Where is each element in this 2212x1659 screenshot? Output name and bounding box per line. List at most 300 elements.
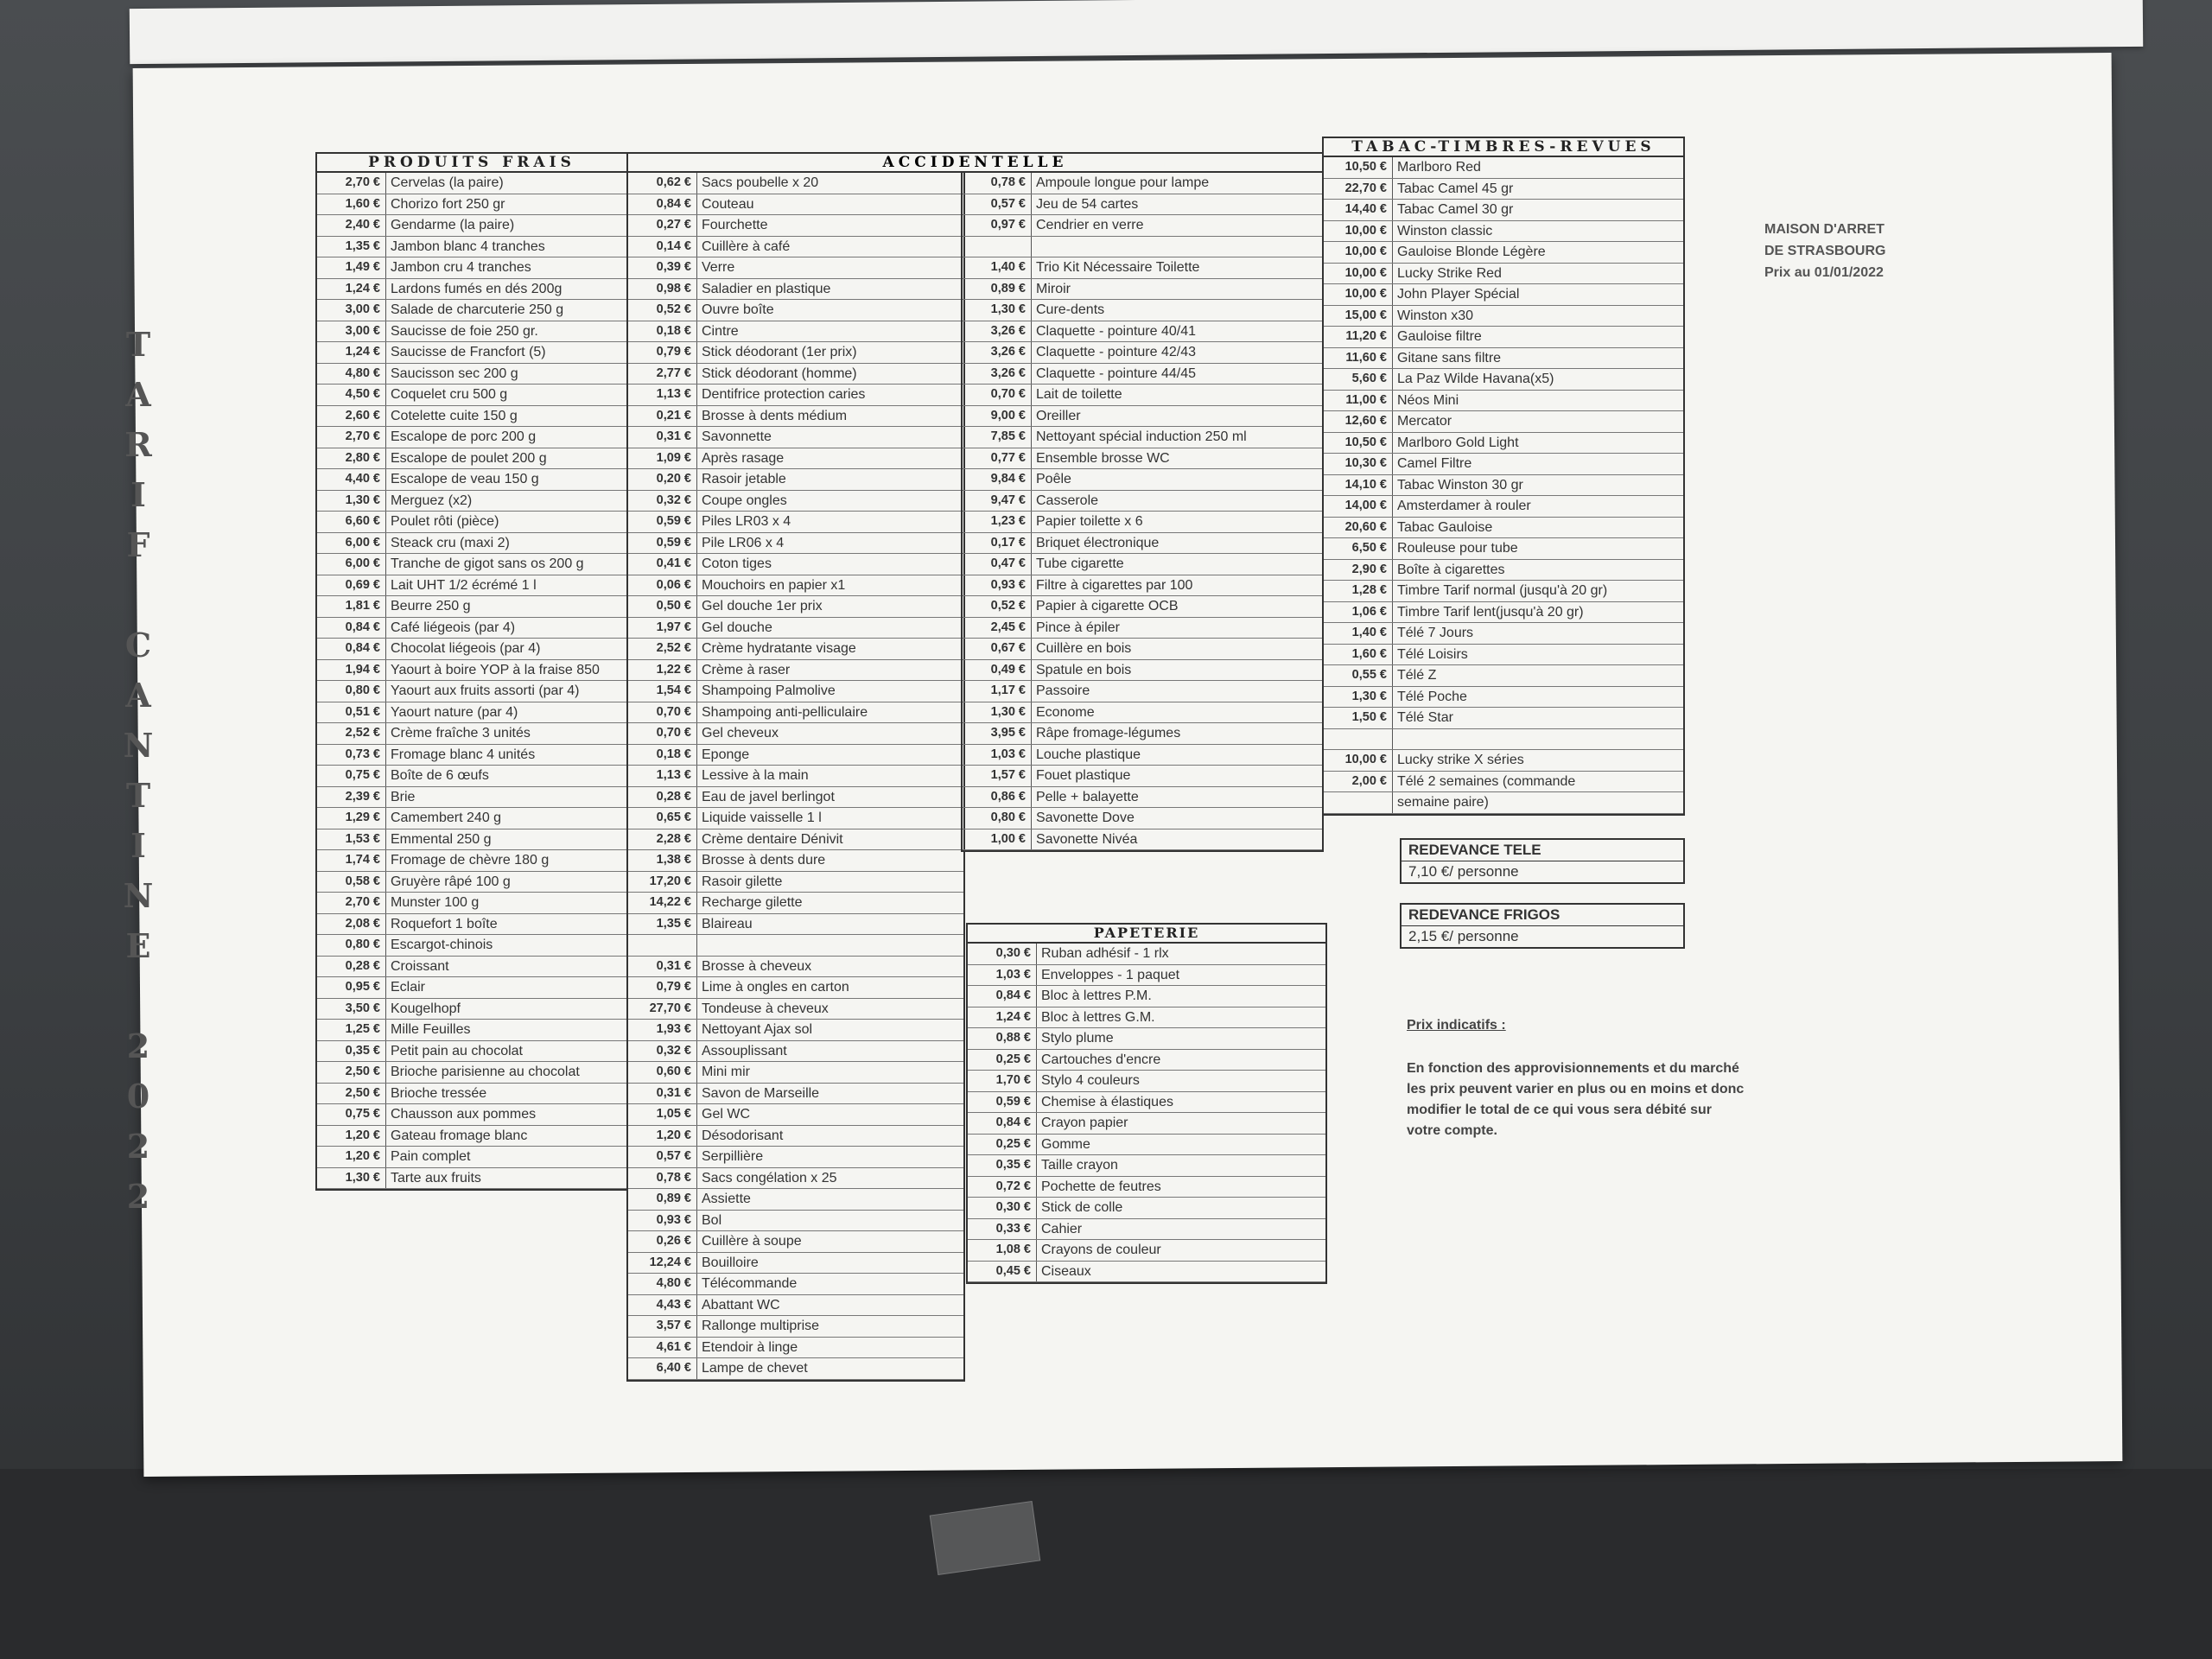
item-price: 0,59 €: [628, 533, 697, 554]
item-name: Gel WC: [702, 1107, 750, 1122]
table-row: [963, 173, 1322, 194]
item-price: 0,70 €: [628, 723, 697, 744]
table-row: [963, 575, 1322, 597]
notice-line: modifier le total de ce qui vous sera débité sur: [1407, 1103, 1712, 1117]
item-name: Nettoyant spécial induction 250 ml: [1036, 429, 1247, 444]
item-name: Dentifrice protection caries: [702, 387, 866, 402]
item-name: Lucky strike X séries: [1397, 753, 1524, 767]
item-price: 1,22 €: [628, 660, 697, 681]
item-name: Abattant WC: [702, 1297, 780, 1313]
item-name: Papier à cigarette OCB: [1036, 599, 1179, 613]
item-name: Chemise à élastiques: [1041, 1094, 1173, 1109]
item-price: 1,54 €: [628, 681, 697, 702]
table-row: [628, 342, 963, 364]
item-name: Télécommande: [702, 1276, 798, 1291]
table-row: [968, 986, 1325, 1007]
item-name: Claquette - pointure 42/43: [1036, 345, 1197, 359]
item-name: Fromage de chèvre 180 g: [391, 853, 550, 868]
item-name: Lime à ongles en carton: [702, 980, 849, 995]
item-name: Gel douche 1er prix: [702, 599, 823, 613]
item-name: Télé Z: [1397, 668, 1437, 683]
item-price: 2,70 €: [317, 427, 386, 448]
table-row: [1324, 327, 1683, 348]
table-row: [317, 300, 626, 321]
title-letter: 0: [126, 1077, 150, 1116]
item-price: 14,22 €: [628, 893, 697, 913]
item-price: 0,32 €: [628, 491, 697, 512]
item-name: Pain complet: [391, 1149, 471, 1164]
item-name: Escalope de porc 200 g: [391, 429, 537, 444]
item-name: Steack cru (maxi 2): [391, 535, 510, 550]
item-name: Fouet plastique: [1036, 768, 1131, 783]
item-price: 9,00 €: [963, 406, 1032, 427]
item-price: 1,06 €: [1324, 602, 1393, 623]
notice-heading: Prix indicatifs :: [1407, 1018, 1506, 1033]
redevance-tele-box: [1400, 838, 1685, 884]
item-name: Tabac Camel 30 gr: [1397, 202, 1514, 217]
item-price: 0,98 €: [628, 279, 697, 300]
table-row: [1324, 264, 1683, 285]
item-name: Mille Feuilles: [391, 1022, 471, 1037]
item-name: Stick de colle: [1041, 1200, 1123, 1215]
item-name: Gauloise filtre: [1397, 329, 1482, 344]
table-row: [317, 893, 626, 914]
item-price: 7,85 €: [963, 427, 1032, 448]
table-row: [1324, 623, 1683, 645]
table-row: [1324, 687, 1683, 709]
price-notice: [1407, 1015, 1744, 1141]
table-row: [963, 702, 1322, 724]
table-row: [628, 1084, 963, 1105]
item-name: Lardons fumés en dés 200g: [391, 281, 563, 296]
item-price: 1,28 €: [1324, 581, 1393, 601]
table-row: [317, 745, 626, 766]
table-row: [628, 681, 963, 702]
item-name: Bloc à lettres G.M.: [1041, 1009, 1155, 1025]
table-row: [963, 745, 1322, 766]
title-letter: 2: [126, 1027, 150, 1065]
item-name: Télé Star: [1397, 710, 1453, 725]
item-name: Gateau fromage blanc: [391, 1128, 528, 1143]
item-price: 0,88 €: [968, 1028, 1037, 1049]
table-row: [968, 1028, 1325, 1050]
title-letter: N: [123, 726, 154, 765]
item-name: La Paz Wilde Havana(x5): [1397, 372, 1554, 386]
item-name: Spatule en bois: [1036, 662, 1132, 677]
table-row: [628, 1126, 963, 1147]
table-row: [968, 1092, 1325, 1114]
table-row: [628, 257, 963, 279]
table-row: [628, 723, 963, 745]
item-name: Verre: [702, 260, 735, 275]
item-price: 0,25 €: [968, 1050, 1037, 1071]
vertical-title: [104, 320, 173, 1222]
item-price: 1,13 €: [628, 385, 697, 405]
item-name: Louche plastique: [1036, 747, 1141, 762]
table-row: [317, 279, 626, 301]
item-name: Enveloppes - 1 paquet: [1041, 967, 1180, 982]
item-name: Munster 100 g: [391, 895, 480, 910]
item-name: Brosse à dents dure: [702, 853, 826, 868]
table-row: [628, 935, 963, 957]
table-row: [963, 533, 1322, 555]
item-price: 1,60 €: [1324, 645, 1393, 665]
item-name: Roquefort 1 boîte: [391, 916, 498, 931]
item-price: 0,52 €: [628, 300, 697, 321]
item-price: 1,94 €: [317, 660, 386, 681]
table-row: [1324, 602, 1683, 624]
item-name: Assouplissant: [702, 1043, 787, 1058]
item-name: Lait UHT 1/2 écrémé 1 l: [391, 577, 537, 593]
table-row: [628, 850, 963, 872]
redevance-tele-value: 7,10 €/ personne: [1408, 863, 1519, 880]
item-price: 1,35 €: [628, 914, 697, 935]
table-row: [317, 723, 626, 745]
title-letter: A: [125, 676, 151, 715]
item-price: 1,50 €: [1324, 708, 1393, 728]
item-price: 0,95 €: [317, 977, 386, 998]
item-price: 0,25 €: [968, 1135, 1037, 1155]
table-row: [628, 215, 963, 237]
item-price: 3,26 €: [963, 342, 1032, 363]
item-name: Gruyère râpé 100 g: [391, 874, 511, 889]
item-name: Poêle: [1036, 472, 1071, 486]
item-name: Brioche tressée: [391, 1085, 487, 1101]
item-price: 1,30 €: [317, 1168, 386, 1189]
item-price: 0,72 €: [968, 1177, 1037, 1198]
item-price: 0,28 €: [628, 787, 697, 808]
table-row: [968, 1198, 1325, 1219]
redevance-tele-title: REDEVANCE TELE: [1402, 840, 1683, 861]
table-row: [317, 702, 626, 724]
table-row: [1324, 411, 1683, 433]
item-price: 2,70 €: [317, 173, 386, 194]
title-letter: R: [124, 425, 152, 464]
item-name: Stylo plume: [1041, 1031, 1114, 1046]
redevance-frigos-value: 2,15 €/ personne: [1408, 928, 1519, 944]
item-price: 0,33 €: [968, 1219, 1037, 1240]
item-price: 3,00 €: [317, 300, 386, 321]
item-price: 11,20 €: [1324, 327, 1393, 347]
item-name: Amsterdamer à rouler: [1397, 499, 1531, 513]
item-name: Eponge: [702, 747, 750, 762]
table-row: [1324, 157, 1683, 179]
item-name: Serpillière: [702, 1149, 764, 1164]
item-price: 10,00 €: [1324, 242, 1393, 263]
item-name: Mini mir: [702, 1065, 750, 1079]
table-row: [628, 1168, 963, 1190]
item-name: Casserole: [1036, 493, 1099, 508]
table-row: [628, 639, 963, 660]
item-price: 0,06 €: [628, 575, 697, 596]
table-row: [963, 723, 1322, 745]
accidentelle-table-col1: [626, 171, 965, 1382]
item-price: 0,84 €: [968, 1113, 1037, 1134]
item-name: Lampe de chevet: [702, 1361, 808, 1376]
item-name: [697, 935, 702, 956]
item-price: 0,20 €: [628, 469, 697, 490]
table-row: [1324, 242, 1683, 264]
table-row: [317, 448, 626, 470]
item-name: Ruban adhésif - 1 rlx: [1041, 946, 1169, 961]
item-price: 0,84 €: [317, 639, 386, 659]
item-price: 4,50 €: [317, 385, 386, 405]
item-name: Cuillère à café: [702, 238, 791, 254]
item-price: 0,58 €: [317, 872, 386, 893]
table-row: [963, 215, 1322, 237]
item-name: Savonnette: [702, 429, 772, 444]
table-row: [628, 1358, 963, 1380]
item-price: 0,97 €: [963, 215, 1032, 236]
table-row: [1324, 518, 1683, 539]
item-name: Gitane sans filtre: [1397, 350, 1502, 365]
item-name: Timbre Tarif lent(jusqu'à 20 gr): [1397, 604, 1584, 620]
item-price: 0,79 €: [628, 342, 697, 363]
item-price: 0,89 €: [963, 279, 1032, 300]
item-price: 14,40 €: [1324, 200, 1393, 220]
title-letter: I: [130, 826, 146, 865]
item-name: Stick déodorant (homme): [702, 365, 857, 381]
item-price: 0,79 €: [628, 977, 697, 998]
item-price: [963, 237, 1032, 257]
item-name: Tabac Winston 30 gr: [1397, 477, 1523, 493]
table-row: [963, 406, 1322, 428]
table-row: [963, 491, 1322, 512]
table-row: [628, 1316, 963, 1338]
item-price: 0,73 €: [317, 745, 386, 766]
table-row: [628, 512, 963, 533]
table-row: [968, 1262, 1325, 1283]
table-row: [1324, 433, 1683, 454]
item-price: 0,26 €: [628, 1231, 697, 1252]
table-row: [1324, 538, 1683, 560]
item-price: 0,30 €: [968, 944, 1037, 964]
table-row: [317, 596, 626, 618]
item-price: 0,28 €: [317, 957, 386, 977]
item-name: Winston x30: [1397, 308, 1474, 323]
item-price: 10,00 €: [1324, 750, 1393, 771]
table-row: [963, 639, 1322, 660]
table-row: [628, 279, 963, 301]
item-price: [628, 935, 697, 956]
item-price: 10,00 €: [1324, 264, 1393, 284]
item-name: Savonette Dove: [1036, 810, 1135, 825]
item-price: 0,21 €: [628, 406, 697, 427]
table-row: [963, 830, 1322, 851]
table-row: [317, 1062, 626, 1084]
item-name: Escalope de poulet 200 g: [391, 450, 547, 466]
item-price: 0,47 €: [963, 554, 1032, 575]
item-name: Beurre 250 g: [391, 599, 471, 613]
table-row: [628, 872, 963, 893]
table-row: [963, 808, 1322, 830]
item-price: 0,59 €: [968, 1092, 1037, 1113]
table-row: [628, 977, 963, 999]
table-row: [628, 406, 963, 428]
item-price: 1,03 €: [963, 745, 1032, 766]
item-name: Cendrier en verre: [1036, 218, 1144, 232]
item-name: Econome: [1036, 704, 1095, 720]
table-row: [1324, 369, 1683, 391]
table-row: [317, 1020, 626, 1041]
item-price: 10,50 €: [1324, 157, 1393, 178]
item-name: Coton tiges: [702, 556, 772, 571]
table-row: [628, 1211, 963, 1232]
item-name: Cahier: [1041, 1221, 1083, 1236]
table-row: [317, 321, 626, 343]
item-name: Passoire: [1036, 683, 1090, 698]
item-name: Gendarme (la paire): [391, 218, 515, 232]
item-name: Brie: [391, 789, 416, 804]
item-name: Tranche de gigot sans os 200 g: [391, 556, 584, 571]
item-name: Tabac Gauloise: [1397, 519, 1493, 535]
item-name: Chausson aux pommes: [391, 1107, 537, 1122]
item-price: 1,53 €: [317, 830, 386, 850]
item-price: 2,28 €: [628, 830, 697, 850]
table-row: [317, 977, 626, 999]
item-name: Camel Filtre: [1397, 456, 1472, 471]
item-name: Taille crayon: [1041, 1158, 1118, 1173]
item-price: 0,93 €: [628, 1211, 697, 1231]
item-price: 0,50 €: [628, 596, 697, 617]
item-name: Boîte à cigarettes: [1397, 562, 1505, 577]
table-row: [317, 1084, 626, 1105]
table-row: [317, 194, 626, 216]
tabac-table: [1322, 137, 1685, 816]
item-name: Petit pain au chocolat: [391, 1043, 523, 1058]
item-price: 0,31 €: [628, 427, 697, 448]
item-name: Gauloise Blonde Légère: [1397, 245, 1546, 259]
table-row: [1324, 284, 1683, 306]
item-price: 1,24 €: [968, 1007, 1037, 1028]
table-row: [963, 194, 1322, 216]
item-name: Claquette - pointure 40/41: [1036, 323, 1197, 339]
item-name: Filtre à cigarettes par 100: [1036, 577, 1193, 593]
item-price: 1,05 €: [628, 1104, 697, 1125]
item-name: Crayons de couleur: [1041, 1243, 1161, 1257]
table-row: [317, 808, 626, 830]
item-name: Saucisse de foie 250 gr.: [391, 323, 538, 339]
item-price: 1,24 €: [317, 342, 386, 363]
item-price: 0,41 €: [628, 554, 697, 575]
item-name: [1032, 237, 1036, 257]
table-row: [628, 893, 963, 914]
item-price: 10,00 €: [1324, 221, 1393, 242]
table-row: [317, 173, 626, 194]
item-price: 0,77 €: [963, 448, 1032, 469]
item-price: 1,09 €: [628, 448, 697, 469]
item-price: 0,39 €: [628, 257, 697, 278]
item-name: Marlboro Gold Light: [1397, 435, 1519, 450]
table-row: [317, 766, 626, 787]
item-name: Yaourt aux fruits assorti (par 4): [391, 683, 580, 698]
item-name: Gomme: [1041, 1136, 1090, 1152]
item-price: 4,80 €: [628, 1274, 697, 1294]
item-name: Briquet électronique: [1036, 535, 1160, 550]
item-price: 12,60 €: [1324, 411, 1393, 432]
table-row: [1324, 729, 1683, 751]
item-name: Cuillère à soupe: [702, 1234, 802, 1249]
item-price: 0,62 €: [628, 173, 697, 194]
table-row: [968, 1219, 1325, 1241]
table-row: [628, 448, 963, 470]
item-price: 1,30 €: [963, 702, 1032, 723]
table-row: [963, 385, 1322, 406]
item-price: 0,93 €: [963, 575, 1032, 596]
item-price: 0,60 €: [628, 1062, 697, 1083]
item-price: 10,50 €: [1324, 433, 1393, 454]
table-row: [628, 596, 963, 618]
item-price: 1,40 €: [1324, 623, 1393, 644]
item-price: 2,52 €: [317, 723, 386, 744]
item-price: 10,30 €: [1324, 454, 1393, 474]
table-row: [628, 491, 963, 512]
item-price: 0,27 €: [628, 215, 697, 236]
produits-frais-table: [315, 152, 628, 1191]
item-price: 4,80 €: [317, 364, 386, 385]
table-row: [317, 787, 626, 809]
item-price: 6,50 €: [1324, 538, 1393, 559]
item-name: Salade de charcuterie 250 g: [391, 302, 564, 317]
item-name: Lait de toilette: [1036, 387, 1122, 402]
item-name: Liquide vaisselle 1 l: [702, 810, 822, 825]
item-name: Crème à raser: [702, 662, 791, 677]
item-name: Nettoyant Ajax sol: [702, 1022, 813, 1037]
table-row: [968, 965, 1325, 987]
item-name: Désodorisant: [702, 1128, 784, 1143]
table-row: [1324, 475, 1683, 497]
item-price: 3,26 €: [963, 364, 1032, 385]
table-row: [628, 1041, 963, 1063]
table-row: [317, 364, 626, 385]
table-row: [1324, 454, 1683, 475]
item-name: Eclair: [391, 980, 426, 995]
item-name: Brosse à cheveux: [702, 958, 812, 974]
item-price: 1,17 €: [963, 681, 1032, 702]
item-price: 0,32 €: [628, 1041, 697, 1062]
item-name: Jambon blanc 4 tranches: [391, 238, 545, 254]
item-name: Rouleuse pour tube: [1397, 541, 1518, 556]
table-row: [317, 850, 626, 872]
item-name: Escargot-chinois: [391, 938, 493, 952]
item-price: 1,25 €: [317, 1020, 386, 1040]
item-name: Poulet rôti (pièce): [391, 514, 499, 529]
item-price: 14,00 €: [1324, 496, 1393, 517]
item-name: Ampoule longue pour lampe: [1036, 175, 1210, 190]
item-price: 0,86 €: [963, 787, 1032, 808]
item-price: 0,67 €: [963, 639, 1032, 659]
item-name: Claquette - pointure 44/45: [1036, 365, 1197, 381]
table-row: [963, 554, 1322, 575]
item-name: Télé 2 semaines (commande: [1397, 773, 1576, 789]
table-row: [628, 385, 963, 406]
item-name: Assiette: [702, 1192, 751, 1206]
table-row: [1324, 221, 1683, 243]
table-row: [963, 448, 1322, 470]
title-letter: N: [123, 876, 154, 915]
item-name: Cintre: [702, 323, 739, 339]
item-price: [1324, 729, 1393, 750]
table-row: [968, 1007, 1325, 1029]
produits-frais-heading: PRODUITS FRAIS: [317, 154, 626, 173]
item-price: 4,43 €: [628, 1295, 697, 1316]
item-name: Crème dentaire Dénivit: [702, 831, 843, 847]
item-price: 1,30 €: [1324, 687, 1393, 708]
item-price: 20,60 €: [1324, 518, 1393, 538]
item-name: Saucisson sec 200 g: [391, 365, 518, 381]
item-name: Mercator: [1397, 414, 1452, 429]
item-name: Papier toilette x 6: [1036, 514, 1143, 529]
